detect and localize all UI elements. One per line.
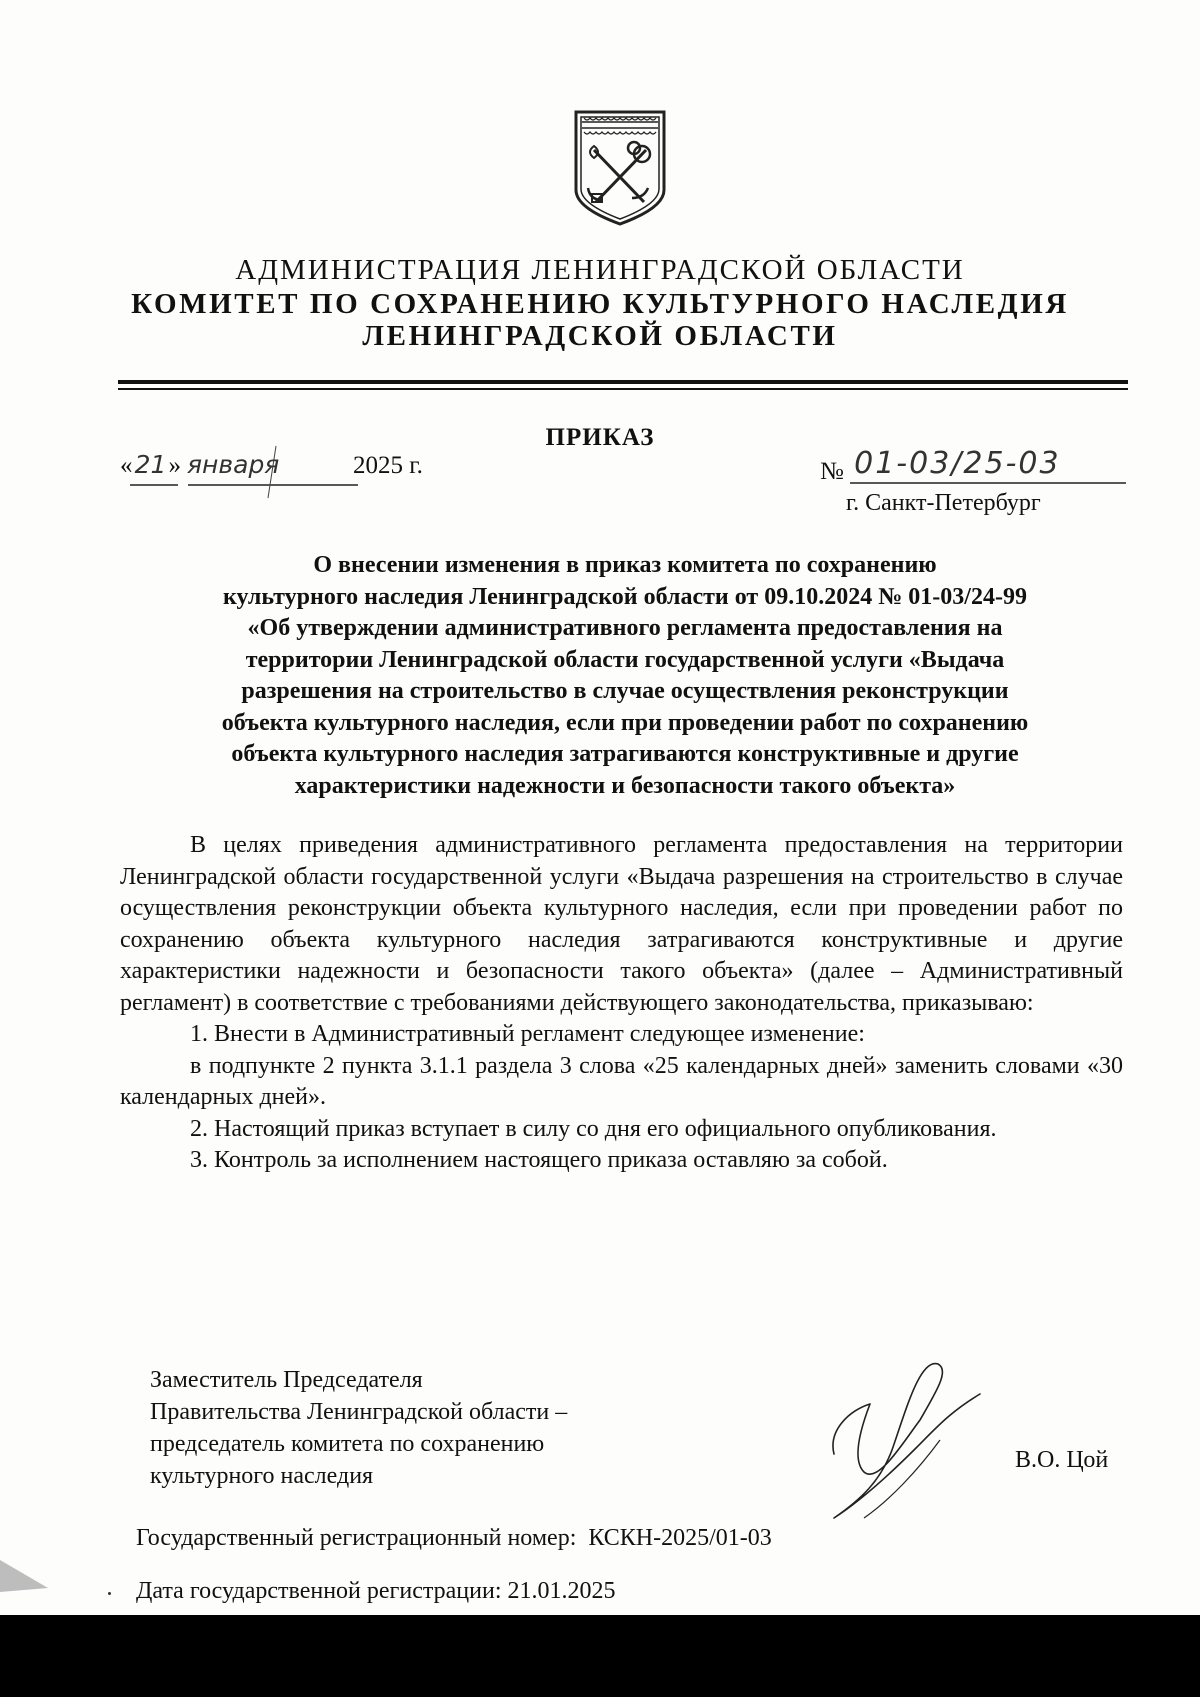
heading-line: характеристики надежности и безопасности такого объекта» [294, 772, 956, 799]
number-value: 01-03/25-03 [854, 446, 1061, 481]
date-day: 21 [134, 450, 167, 479]
date-close-quote: » [168, 452, 181, 479]
heading-line: культурного наследия Ленинградской области от 09.10.2024 № 01-03/24-99 [223, 583, 1027, 610]
item-3: 3. Контроль за исполнением настоящего приказа оставляю за собой. [190, 1147, 888, 1173]
header-divider [118, 380, 1128, 384]
registration-number-label: Государственный регистрационный номер: [136, 1525, 577, 1551]
heading-line: разрешения на строительство в случае осуществления реконструкции [241, 678, 1009, 704]
preamble-paragraph: В целях приведения административного регламента предоставления на территории Ленинградской области государственной услуги «Выдача разрешения на строительство в случае осуществления реконструкции объекта культурного наследия, если при проведении работ по сохранению объекта культурного наследия затрагиваются конструктивные и другие характеристики надежности и безопасности такого объекта» (далее – Административный регламент) в соответствие с требованиями действующего законодательства, приказываю: [120, 832, 1123, 1016]
order-title: ПРИКАЗ [545, 424, 655, 451]
order-body [120, 830, 1123, 1177]
signer-position [150, 1364, 710, 1492]
signer-position-line: культурного наследия [150, 1463, 374, 1489]
heading-line: «Об утверждении административного регламента предоставления на [247, 615, 1003, 641]
committee-title-line2: ЛЕНИНГРАДСКОЙ ОБЛАСТИ [362, 320, 838, 352]
heading-line: объекта культурного наследия, если при проведении работ по сохранению [221, 709, 1029, 736]
date-month: января [187, 450, 280, 479]
order-date [120, 450, 820, 480]
handwritten-signature [820, 1350, 1000, 1520]
registration-date [136, 1578, 616, 1605]
scan-shadow [0, 1560, 48, 1592]
coat-of-arms-icon [572, 110, 668, 226]
registration-number-value: КСКН-2025/01-03 [588, 1525, 772, 1551]
item-1-detail: в подпункте 2 пункта 3.1.1 раздела 3 слова «25 календарных дней» заменить словами «30 календарных дней». [120, 1052, 1123, 1110]
date-year: 2025 г. [353, 452, 423, 479]
city: г. Санкт-Петербург [846, 490, 1041, 516]
item-2: 2. Настоящий приказ вступает в силу со дня его официального опубликования. [190, 1115, 997, 1142]
administration-title: АДМИНИСТРАЦИЯ ЛЕНИНГРАДСКОЙ ОБЛАСТИ [235, 254, 965, 286]
signer-name: В.О. Цой [1015, 1447, 1109, 1473]
registration-date-label: Дата государственной регистрации: [136, 1578, 502, 1604]
registration-date-value: 21.01.2025 [507, 1578, 616, 1604]
registration-number [136, 1525, 772, 1552]
item-1: 1. Внести в Административный регламент следующее изменение: [190, 1021, 865, 1047]
header-divider-thin [118, 388, 1128, 390]
committee-title-line1: КОМИТЕТ ПО СОХРАНЕНИЮ КУЛЬТУРНОГО НАСЛЕДИЯ [131, 288, 1069, 320]
order-number [820, 446, 1130, 486]
heading-line: О внесении изменения в приказ комитета по сохранению [313, 552, 937, 578]
heading-line: территории Ленинградской области государственной услуги «Выдача [245, 646, 1005, 673]
heading-line: объекта культурного наследия затрагиваются конструктивные и другие [231, 741, 1019, 767]
signer-position-line: Заместитель Председателя [150, 1367, 423, 1393]
number-sign: № [820, 458, 844, 485]
signer-position-line: Правительства Ленинградской области – [150, 1399, 568, 1425]
order-heading [120, 550, 1130, 802]
scan-speck [108, 1592, 111, 1595]
signer-position-line: председатель комитета по сохранению [150, 1431, 545, 1457]
date-open-quote: « [120, 452, 133, 479]
